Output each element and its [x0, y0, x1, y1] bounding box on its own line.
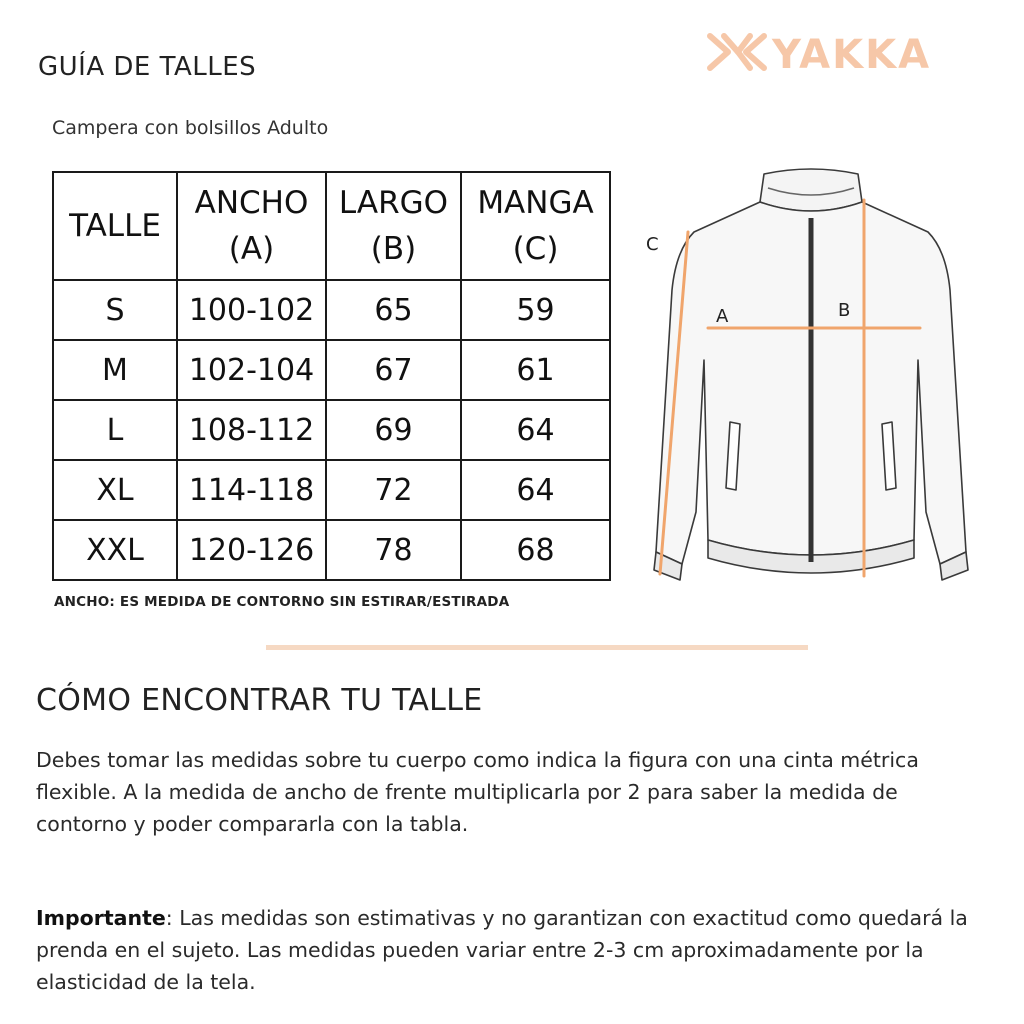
page-title: GUÍA DE TALLES: [38, 52, 257, 82]
label-a: A: [716, 306, 729, 327]
cell-manga: 64: [461, 400, 610, 460]
cell-talle: XL: [53, 460, 177, 520]
cell-ancho: 114-118: [177, 460, 326, 520]
cell-talle: M: [53, 340, 177, 400]
cell-talle: L: [53, 400, 177, 460]
important-paragraph: [36, 902, 986, 998]
important-text: : Las medidas son estimativas y no garantizan con exactitud como quedará la prenda en el sujeto. Las medidas pueden variar entre 2-3 cm aproximadamente por la elasticidad de la tela.: [36, 906, 968, 994]
size-table: [52, 171, 611, 581]
table-header-row: [53, 172, 610, 280]
product-subtitle: Campera con bolsillos Adulto: [52, 117, 329, 139]
cell-talle: XXL: [53, 520, 177, 580]
table-row: [53, 520, 610, 580]
table-row: [53, 460, 610, 520]
cell-ancho: 108-112: [177, 400, 326, 460]
cell-ancho: 102-104: [177, 340, 326, 400]
cell-manga: 64: [461, 460, 610, 520]
cell-manga: 68: [461, 520, 610, 580]
header-largo: LARGO (B): [326, 172, 461, 280]
cell-manga: 59: [461, 280, 610, 340]
label-b: B: [838, 300, 851, 321]
cell-largo: 67: [326, 340, 461, 400]
header-talle: TALLE: [53, 172, 177, 280]
cell-ancho: 100-102: [177, 280, 326, 340]
brand-logo: [706, 30, 956, 74]
header-ancho: ANCHO (A): [177, 172, 326, 280]
cell-largo: 78: [326, 520, 461, 580]
table-row: [53, 340, 610, 400]
table-row: [53, 400, 610, 460]
section-divider: [266, 645, 808, 650]
important-label: Importante: [36, 906, 166, 930]
cell-ancho: 120-126: [177, 520, 326, 580]
jacket-diagram: [636, 160, 986, 590]
table-row: [53, 280, 610, 340]
header-manga: MANGA (C): [461, 172, 610, 280]
logo-text: YAKKA: [772, 32, 932, 74]
instructions-paragraph: Debes tomar las medidas sobre tu cuerpo como indica la figura con una cinta métrica flexible. A la medida de ancho de frente multiplicarla por 2 para saber la medida de contorno y poder compararla con la tabla.: [36, 748, 919, 836]
cell-manga: 61: [461, 340, 610, 400]
width-note: ANCHO: ES MEDIDA DE CONTORNO SIN ESTIRAR/ESTIRADA: [54, 594, 510, 610]
cell-talle: S: [53, 280, 177, 340]
cell-largo: 65: [326, 280, 461, 340]
cell-largo: 69: [326, 400, 461, 460]
logo-x-icon: [710, 36, 764, 68]
label-c: C: [646, 234, 659, 255]
section-heading: CÓMO ENCONTRAR TU TALLE: [36, 683, 483, 718]
cell-largo: 72: [326, 460, 461, 520]
